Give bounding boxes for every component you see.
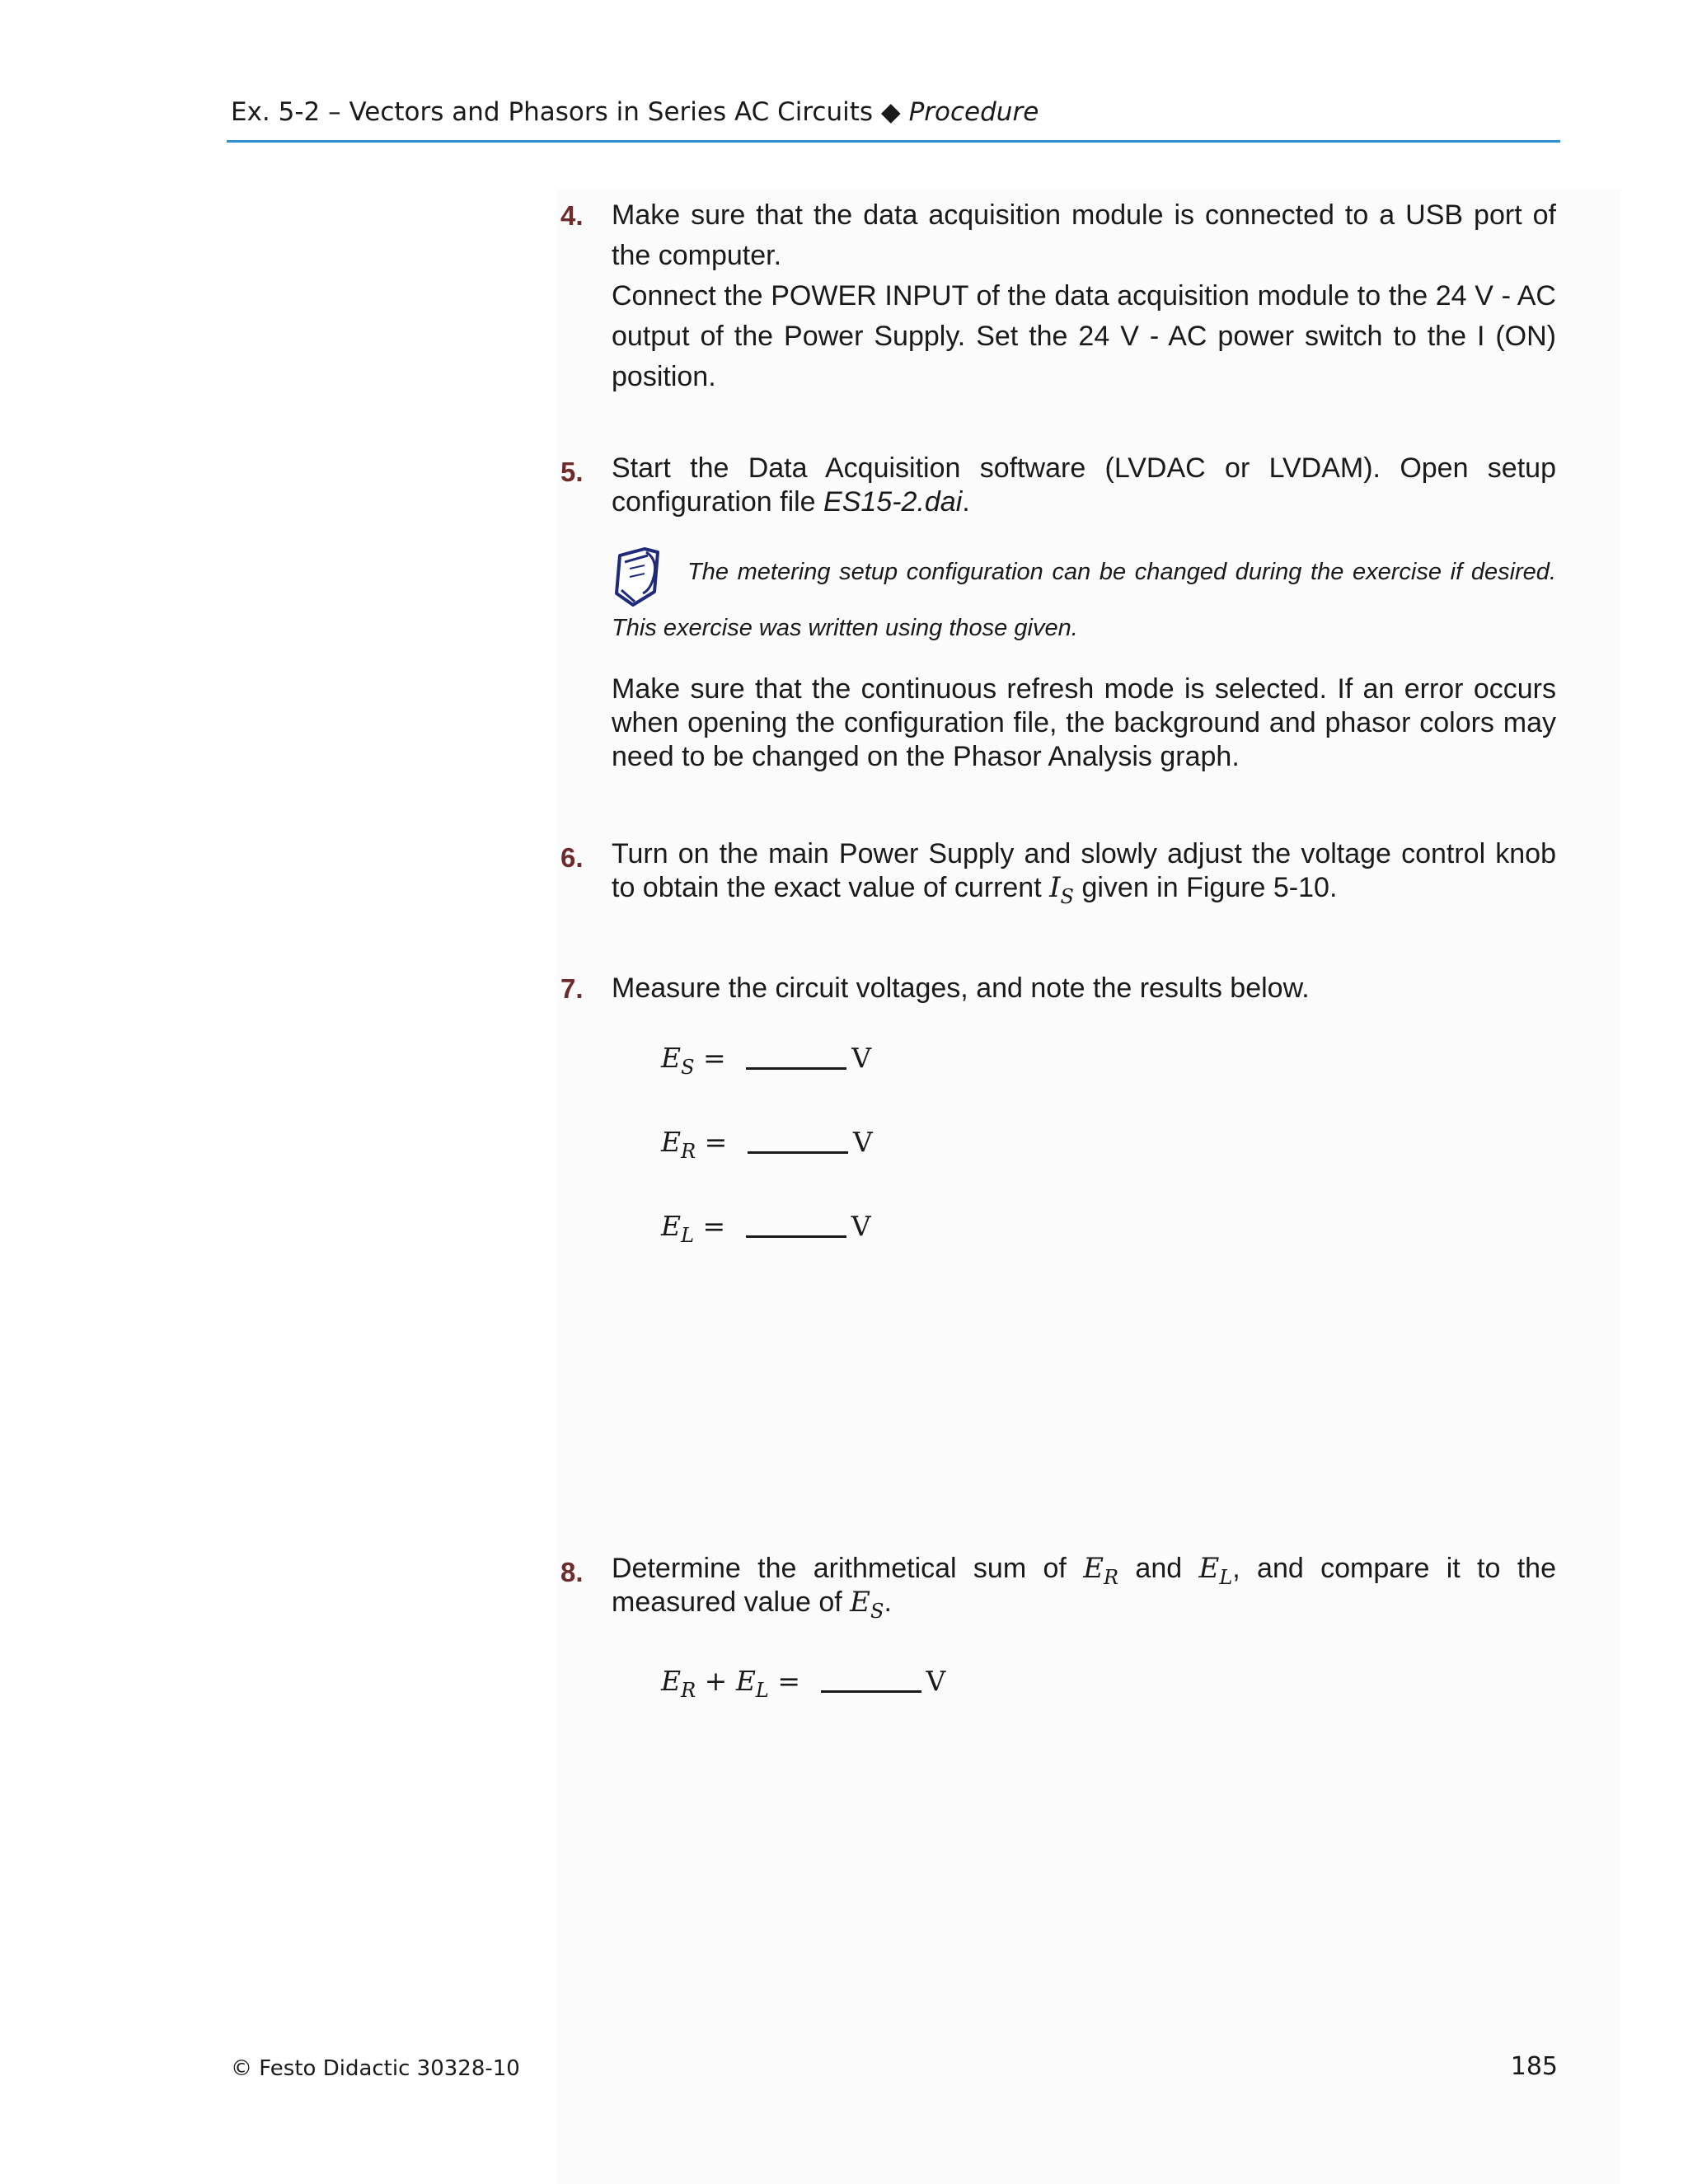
er-symbol (1083, 1552, 1119, 1589)
step-6-text-end: given in Figure 5-10. (1074, 872, 1338, 903)
current-subscript: S (1060, 885, 1074, 908)
eq-var: E (661, 1042, 682, 1074)
header-separator: ◆ (880, 97, 901, 127)
step-number: 8. (560, 1557, 584, 1587)
eq-unit: V (852, 1126, 873, 1158)
step-8-text-end: . (884, 1586, 892, 1618)
el-subscript: L (1219, 1566, 1233, 1589)
el-symbol (1198, 1552, 1233, 1589)
step-5-follow-up-block (612, 673, 1556, 774)
step-body (612, 968, 1556, 1009)
step-body (612, 1552, 1556, 1623)
eq-var: E (661, 1210, 682, 1242)
eq-equals: = (704, 1126, 728, 1158)
equation-es (661, 1042, 872, 1079)
note-text: The metering setup configuration can be changed during the exercise if desired. This exercise was written using those given. (612, 559, 1556, 641)
eq-var: E (661, 1126, 682, 1158)
current-symbol (1049, 871, 1074, 908)
note-box (612, 544, 1556, 656)
step-body (612, 452, 1556, 519)
er-var: E (1083, 1552, 1104, 1585)
el-var: E (1198, 1552, 1220, 1585)
step-4-paragraph-1: Make sure that the data acquisition module is connected to a USB port of the computer. (612, 199, 1556, 271)
step-5-follow-up: Make sure that the continuous refresh mode is selected. If an error occurs when opening the configuration file, the background and phasor colors may need to be changed on the Phasor Analysis graph. (612, 673, 1556, 772)
equation-er (661, 1126, 873, 1163)
eq-subscript: L (755, 1679, 769, 1702)
eq-equals: = (703, 1042, 726, 1074)
eq-subscript: S (681, 1056, 695, 1079)
step-body (612, 195, 1556, 397)
step-6-text: Turn on the main Power Supply and slowly adjust the voltage control knob to obtain the exact value of current (612, 838, 1556, 903)
step-8-text: Determine the arithmetical sum of (612, 1553, 1084, 1584)
step-8-instruction (612, 1552, 1556, 1623)
current-var: I (1049, 871, 1061, 904)
eq-var: E (735, 1665, 756, 1697)
step-5-text-end: . (962, 486, 970, 518)
answer-blank[interactable] (821, 1666, 921, 1693)
header-rule (227, 140, 1560, 143)
answer-blank[interactable] (746, 1211, 846, 1238)
running-header (231, 97, 1558, 127)
eq-subscript: R (681, 1140, 696, 1163)
eq-subscript: R (681, 1679, 696, 1702)
step-5-instruction (612, 452, 1556, 519)
step-number: 6. (560, 842, 584, 873)
answer-blank[interactable] (748, 1127, 848, 1154)
step-5-text: Start the Data Acquisition software (LVDAC or LVDAM). Open setup configuration file (612, 452, 1556, 518)
eq-unit: V (851, 1042, 872, 1074)
step-4-paragraph-2: Connect the POWER INPUT of the data acquisition module to the 24 V - AC output of the Power Supply. Set the 24 V - AC power switch to the I (ON) position. (612, 280, 1556, 392)
note-pad-icon (612, 544, 666, 610)
eq-unit: V (926, 1665, 946, 1697)
step-8-text: and (1118, 1553, 1199, 1584)
equation-sum (661, 1665, 946, 1702)
step-7-instruction: Measure the circuit voltages, and note the results below. (612, 972, 1310, 1004)
footer-copyright: © Festo Didactic 30328-10 (231, 2056, 520, 2081)
eq-equals: = (702, 1210, 726, 1242)
es-var: E (850, 1586, 870, 1619)
eq-subscript: L (681, 1224, 695, 1247)
header-title: Ex. 5-2 – Vectors and Phasors in Series AC Circuits (231, 97, 874, 127)
eq-equals: = (777, 1665, 801, 1697)
config-filename: ES15-2.dai (823, 486, 963, 518)
step-number: 4. (560, 200, 584, 231)
step-number: 7. (560, 973, 584, 1004)
step-number: 5. (560, 457, 584, 487)
header-section: Procedure (908, 97, 1039, 127)
answer-blank[interactable] (746, 1043, 846, 1070)
es-subscript: S (870, 1600, 884, 1623)
es-symbol (850, 1586, 884, 1623)
eq-plus: + (704, 1665, 728, 1697)
page-number: 185 (1510, 2052, 1558, 2081)
er-subscript: R (1104, 1566, 1119, 1589)
equation-el (661, 1210, 871, 1247)
step-6-instruction (612, 837, 1556, 908)
step-body (612, 837, 1556, 908)
eq-var: E (661, 1665, 682, 1697)
eq-unit: V (851, 1210, 871, 1242)
step-8-text: , and compare it to the measured value of (612, 1553, 1556, 1618)
